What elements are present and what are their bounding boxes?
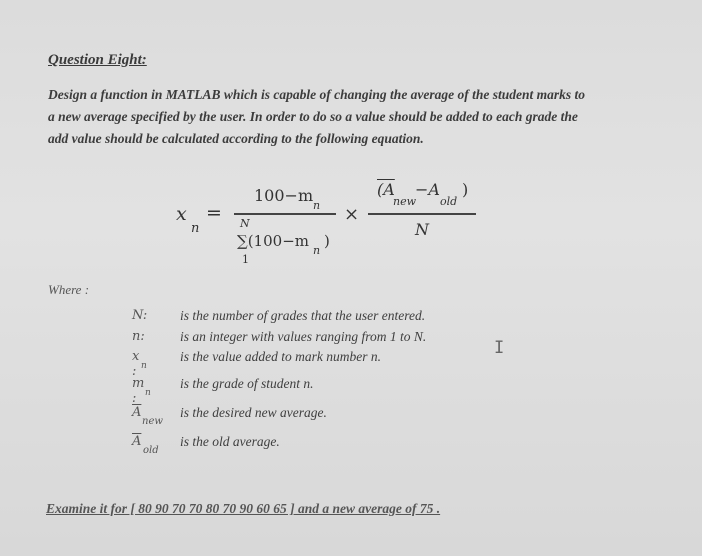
text-cursor-icon: I	[494, 338, 505, 358]
def-symbol-N: N:	[132, 308, 148, 323]
paragraph-line-2: a new average specified by the user. In order to do so a value should be added to each grade the	[48, 109, 578, 124]
def-desc-Aold: is the old average.	[180, 434, 280, 449]
eq-times: ×	[344, 204, 360, 225]
frac2-numerator-mid: −A	[415, 180, 440, 199]
def-symbol-x: x :	[132, 349, 140, 379]
def-desc-m: is the grade of student n.	[180, 376, 314, 391]
def-symbol-m-sub: n	[145, 388, 151, 398]
frac2-sub-old: old	[440, 195, 458, 208]
def-symbol-Anew-sub: new	[142, 416, 163, 427]
def-desc-x: is the value added to mark number n.	[180, 349, 381, 364]
frac2-sub-new: new	[393, 195, 417, 208]
def-symbol-Anew: $\overline{A}$	[132, 405, 142, 420]
where-label: Where :	[48, 282, 90, 297]
def-symbol-Aold-sub: old	[143, 445, 159, 456]
frac1-den-lower: 1	[242, 253, 249, 266]
def-symbol-n: n:	[132, 329, 145, 344]
question-heading: Question Eight:	[48, 52, 147, 68]
frac2-numerator-close: )	[462, 180, 469, 199]
def-desc-N: is the number of grades that the user entered.	[180, 308, 426, 323]
frac1-numerator: 100−m	[254, 186, 314, 205]
examine-instruction: Examine it for [ 80 90 70 70 80 70 90 60 65 ] and a new average of 75 .	[46, 501, 441, 516]
frac1-bar	[234, 213, 336, 215]
paragraph-line-1: Design a function in MATLAB which is capable of changing the average of the student marks to	[48, 87, 586, 102]
paragraph-line-3: add value should be calculated according to the following equation.	[48, 131, 424, 146]
frac1-denominator-close: )	[324, 232, 330, 250]
def-desc-Anew: is the desired new average.	[180, 405, 327, 420]
eq-equals: =	[206, 202, 222, 224]
frac2-numerator-open: (A	[377, 180, 395, 199]
frac2-denominator: N	[415, 220, 429, 239]
frac1-denominator-sub: n	[313, 244, 321, 257]
def-symbol-Aold: $\overline{A}$	[132, 434, 142, 449]
eq-lhs: x	[176, 203, 187, 225]
eq-lhs-sub: n	[191, 221, 200, 236]
frac2-bar	[368, 213, 476, 215]
frac1-den-upper: N	[240, 217, 250, 230]
def-symbol-x-sub: n	[141, 361, 147, 371]
frac1-denominator: ∑(100−m	[237, 232, 309, 250]
frac1-numerator-sub: n	[313, 199, 321, 212]
def-symbol-m: m :	[132, 376, 145, 406]
def-desc-n: is an integer with values ranging from 1 to N.	[180, 329, 427, 344]
